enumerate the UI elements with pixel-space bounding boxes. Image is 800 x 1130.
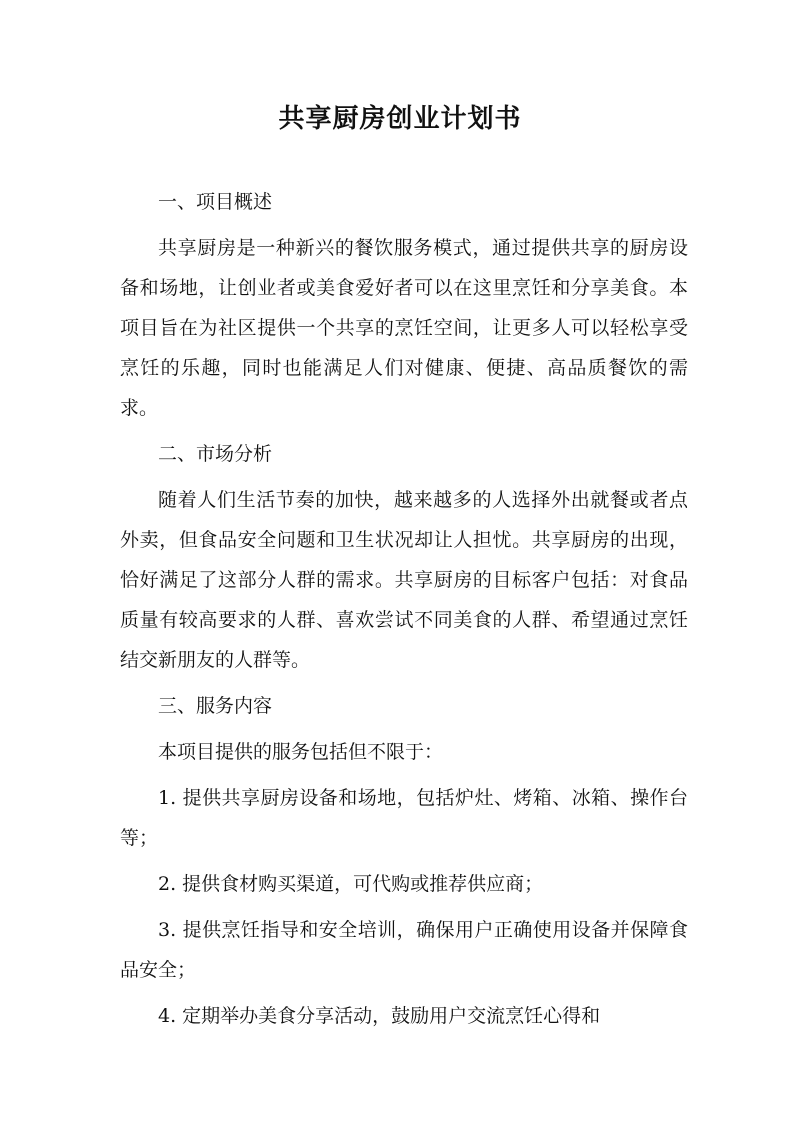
- list-item-service-3: 3. 提供烹饪指导和安全培训，确保用户正确使用设备并保障食品安全；: [120, 919, 688, 981]
- paragraph-overview: 共享厨房是一种新兴的餐饮服务模式，通过提供共享的厨房设备和场地，让创业者或美食爱好者可以在这里烹饪和分享美食。本项目旨在为社区提供一个共享的烹饪空间，让更多人可以轻松享受烹饪的乐趣，同时也能满足人们对健康、便捷、高品质餐饮的需求。: [120, 237, 688, 419]
- paragraph-services-intro: 本项目提供的服务包括但不限于：: [158, 741, 444, 763]
- document-body: [120, 182, 688, 1042]
- section-heading-overview: 一、项目概述: [158, 191, 273, 213]
- section-heading-services: 三、服务内容: [158, 695, 273, 717]
- section-heading-market: 二、市场分析: [158, 443, 273, 465]
- list-item-service-2: 2. 提供食材购买渠道，可代购或推荐供应商；: [158, 873, 544, 895]
- list-item-service-1: 1. 提供共享厨房设备和场地，包括炉灶、烤箱、冰箱、操作台等；: [120, 787, 688, 849]
- list-item-service-4: 4. 定期举办美食分享活动，鼓励用户交流烹饪心得和: [158, 1005, 601, 1027]
- paragraph-market: 随着人们生活节奏的加快，越来越多的人选择外出就餐或者点外卖，但食品安全问题和卫生状况却让人担忧。共享厨房的出现，恰好满足了这部分人群的需求。共享厨房的目标客户包括：对食品质量有较高要求的人群、喜欢尝试不同美食的人群、希望通过烹饪结交新朋友的人群等。: [120, 489, 688, 671]
- document-title: 共享厨房创业计划书: [278, 104, 522, 134]
